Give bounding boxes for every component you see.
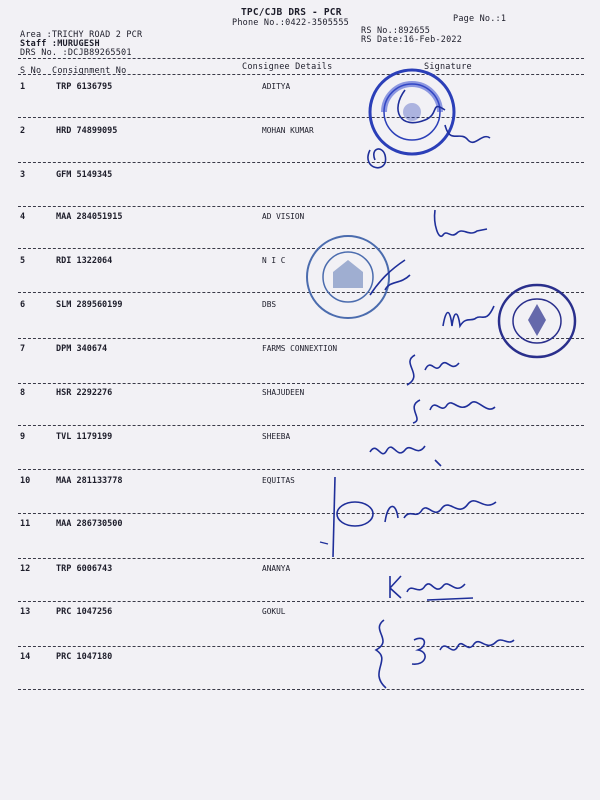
handwritten-signature — [425, 205, 495, 245]
handwritten-signature — [385, 568, 485, 604]
handwritten-signature — [438, 298, 498, 338]
column-header-consignee: Consignee Details — [242, 62, 333, 72]
column-header-consignment: Consignment No — [52, 66, 127, 76]
column-header-sno: S No — [20, 66, 42, 76]
row-consignment-number: PRC 1047180 — [56, 652, 113, 662]
handwritten-signature — [300, 472, 510, 562]
page-number: Page No.:1 — [453, 14, 507, 24]
row-consignment-number: GFM 5149345 — [56, 170, 113, 180]
table-row — [0, 82, 600, 96]
row-serial: 6 — [20, 300, 26, 310]
table-row — [0, 564, 600, 578]
row-serial: 1 — [20, 82, 26, 92]
row-consignment-number: RDI 1322064 — [56, 256, 113, 266]
column-header-signature: Signature — [424, 62, 472, 72]
table-row — [0, 256, 600, 270]
row-divider — [18, 469, 584, 470]
row-consignee-name: ANANYA — [262, 564, 291, 573]
row-consignment-number: MAA 284051915 — [56, 212, 123, 222]
row-serial: 9 — [20, 432, 26, 442]
staff-label: Staff :MURUGESH — [20, 39, 100, 49]
row-serial: 11 — [20, 519, 31, 529]
row-consignee-name: SHEEBA — [262, 432, 291, 441]
row-serial: 5 — [20, 256, 26, 266]
dbs-bank-stamp — [496, 282, 578, 360]
area-label: Area :TRICHY ROAD 2 PCR — [20, 30, 143, 40]
row-consignment-number: MAA 281133778 — [56, 476, 123, 486]
rs-date: RS Date:16-Feb-2022 — [361, 35, 463, 45]
row-consignment-number: TRP 6136795 — [56, 82, 113, 92]
rs-number: RS No.:892655 — [361, 26, 431, 36]
handwritten-signature — [395, 345, 505, 425]
row-consignment-number: PRC 1047256 — [56, 607, 113, 617]
row-serial: 12 — [20, 564, 31, 574]
row-consignee-name: EQUITAS — [262, 476, 295, 485]
row-consignee-name: GOKUL — [262, 607, 286, 616]
table-row — [0, 388, 600, 402]
row-consignment-number: HSR 2292276 — [56, 388, 113, 398]
row-serial: 13 — [20, 607, 31, 617]
row-consignee-name: SHAJUDEEN — [262, 388, 305, 397]
row-consignee-name: DBS — [262, 300, 277, 309]
row-consignment-number: MAA 286730500 — [56, 519, 123, 529]
table-row — [0, 126, 600, 140]
table-row — [0, 212, 600, 226]
handwritten-signature — [350, 70, 500, 180]
handwritten-signature — [360, 250, 420, 300]
row-serial: 4 — [20, 212, 26, 222]
handwritten-signature — [365, 432, 455, 472]
row-consignee-name: MOHAN KUMAR — [262, 126, 314, 135]
sheet-title: TPC/CJB DRS - PCR — [241, 7, 342, 18]
row-divider — [18, 206, 584, 207]
row-consignment-number: SLM 289560199 — [56, 300, 123, 310]
row-consignee-name: FARMS CONNEXTION — [262, 344, 338, 353]
row-serial: 14 — [20, 652, 31, 662]
row-consignment-number: TVL 1179199 — [56, 432, 113, 442]
phone-number: Phone No.:0422-3505555 — [232, 18, 349, 28]
row-divider — [18, 248, 584, 249]
row-consignment-number: TRP 6006743 — [56, 564, 113, 574]
header-divider — [18, 58, 584, 59]
drs-number: DRS No. :DCJB89265501 — [20, 48, 132, 58]
row-serial: 10 — [20, 476, 31, 486]
row-consignee-name: N I C — [262, 256, 286, 265]
table-row — [0, 432, 600, 446]
row-serial: 7 — [20, 344, 26, 354]
row-serial: 2 — [20, 126, 26, 136]
row-serial: 8 — [20, 388, 26, 398]
row-consignee-name: AD VISION — [262, 212, 305, 221]
row-divider — [18, 425, 584, 426]
row-consignment-number: DPM 340674 — [56, 344, 108, 354]
row-divider — [18, 601, 584, 602]
row-consignee-name: ADITYA — [262, 82, 291, 91]
table-row — [0, 170, 600, 184]
row-consignment-number: HRD 74899095 — [56, 126, 118, 136]
row-serial: 3 — [20, 170, 26, 180]
handwritten-signature — [362, 610, 522, 700]
